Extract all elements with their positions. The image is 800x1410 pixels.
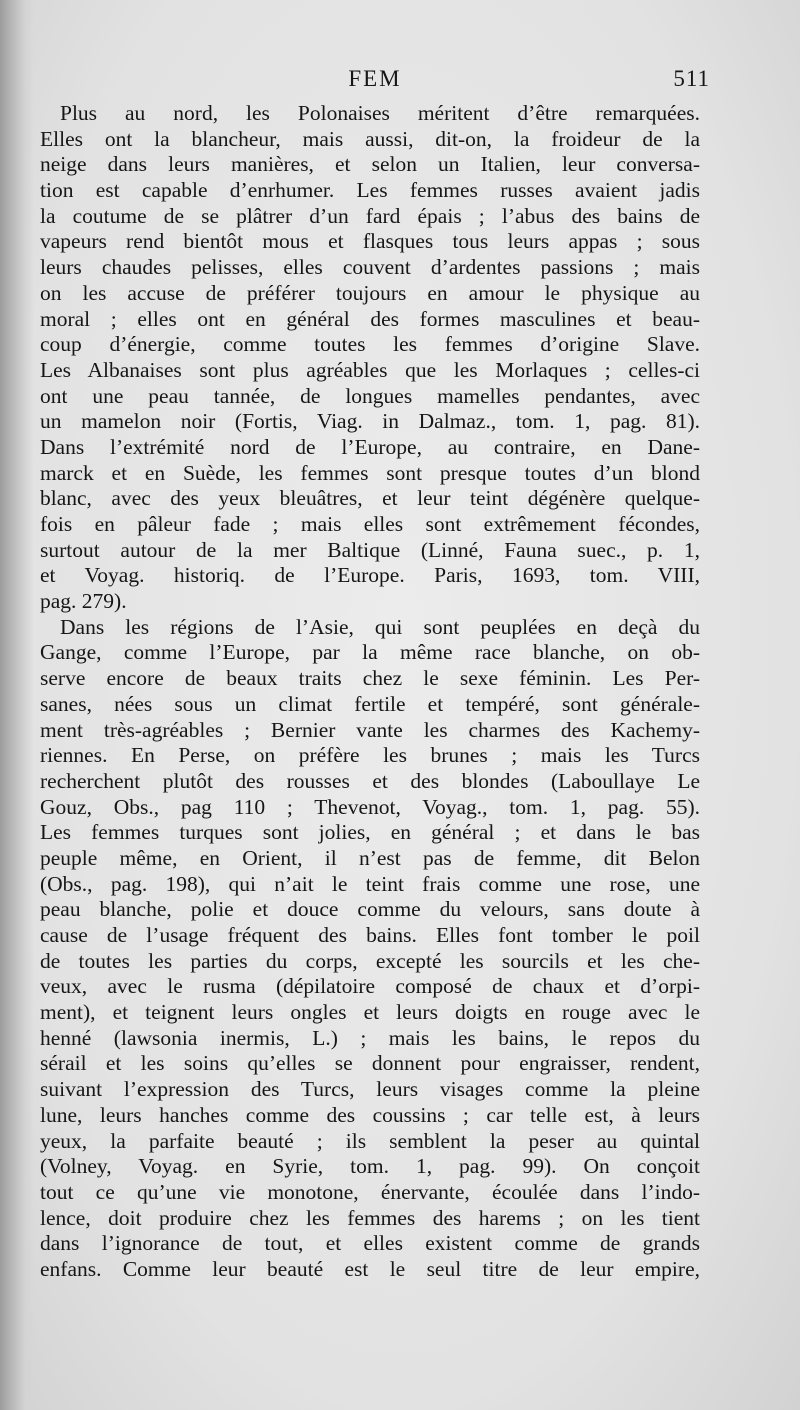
- text-line: riennes. En Perse, on préfère les brunes ; mais les Turcs: [40, 743, 700, 768]
- text-line: fois en pâleur fade ; mais elles sont extrêmement fécondes,: [40, 512, 700, 536]
- text-line: pag. 279).: [40, 589, 127, 614]
- text-line: enfans. Comme leur beauté est le seul titre de leur empire,: [40, 1256, 700, 1281]
- text-line: ont une peau tannée, de longues mamelles pendantes, avec: [40, 383, 700, 408]
- page-gutter-shadow: [0, 0, 34, 1410]
- running-head: FEM: [348, 66, 402, 91]
- text-line: Dans les régions de l’Asie, qui sont peuplées en deçà du: [60, 614, 700, 639]
- text-line: henné (lawsonia inermis, L.) ; mais les bains, le repos du: [40, 1025, 700, 1050]
- text-line: la coutume de se plâtrer d’un fard épais ; l’abus des bains de: [40, 203, 700, 228]
- text-line: veux, avec le rusma (dépilatoire composé de chaux et d’orpi-: [40, 974, 700, 999]
- text-line: neige dans leurs manières, et selon un Italien, leur conversa-: [40, 152, 700, 177]
- text-line: recherchent plutôt des rousses et des blondes (Laboullaye Le: [40, 768, 700, 793]
- text-line: tion est capable d’enrhumer. Les femmes russes avaient jadis: [40, 178, 700, 203]
- text-line: de toutes les parties du corps, excepté les sourcils et les che-: [40, 948, 700, 973]
- text-line: dans l’ignorance de tout, et elles existent comme de grands: [40, 1231, 700, 1256]
- text-line: serve encore de beaux traits chez le sexe féminin. Les Per-: [40, 666, 700, 691]
- text-line: surtout autour de la mer Baltique (Linné, Fauna suec., p. 1,: [40, 537, 700, 562]
- text-line: on les accuse de préférer toujours en amour le physique au: [40, 280, 700, 305]
- text-line: Gange, comme l’Europe, par la même race blanche, on ob-: [40, 640, 700, 665]
- text-line: Dans l’extrémité nord de l’Europe, au contraire, en Dane-: [40, 434, 700, 459]
- page-number: 511: [673, 66, 710, 91]
- text-line: Gouz, Obs., pag 110 ; Thevenot, Voyag., tom. 1, pag. 55).: [40, 794, 700, 819]
- text-line: yeux, la parfaite beauté ; ils semblent la peser au quintal: [40, 1128, 700, 1153]
- text-line: blanc, avec des yeux bleuâtres, et leur teint dégénère quelque-: [40, 486, 700, 511]
- body-text: [40, 101, 700, 1283]
- text-line: leurs chaudes pelisses, elles couvent d’ardentes passions ; mais: [40, 255, 700, 280]
- text-line: peau blanche, polie et douce comme du velours, sans doute à: [40, 897, 700, 922]
- text-line: vapeurs rend bientôt mous et flasques tous leurs appas ; sous: [40, 229, 700, 254]
- text-line: cause de l’usage fréquent des bains. Elles font tomber le poil: [40, 923, 700, 947]
- text-line: marck et en Suède, les femmes sont presque toutes d’un blond: [40, 460, 700, 485]
- text-line: (Obs., pag. 198), qui n’ait le teint frais comme une rose, une: [40, 871, 700, 896]
- text-line: suivant l’expression des Turcs, leurs visages comme la pleine: [40, 1077, 700, 1102]
- text-line: ment très-agréables ; Bernier vante les charmes des Kachemy-: [40, 717, 700, 742]
- text-line: ment), et teignent leurs ongles et leurs doigts en rouge avec le: [40, 1000, 700, 1025]
- text-line: sanes, nées sous un climat fertile et tempéré, sont générale-: [40, 691, 700, 716]
- text-line: Elles ont la blancheur, mais aussi, dit-on, la froideur de la: [40, 126, 700, 151]
- text-line: tout ce qu’une vie monotone, énervante, écoulée dans l’indo-: [40, 1179, 700, 1204]
- text-line: un mamelon noir (Fortis, Viag. in Dalmaz., tom. 1, pag. 81).: [40, 409, 700, 434]
- text-line: sérail et les soins qu’elles se donnent pour engraisser, rendent,: [40, 1051, 700, 1076]
- text-line: peuple même, en Orient, il n’est pas de femme, dit Belon: [40, 845, 700, 870]
- text-line: lune, leurs hanches comme des coussins ; car telle est, à leurs: [40, 1102, 700, 1127]
- text-line: coup d’énergie, comme toutes les femmes d’origine Slave.: [40, 332, 700, 357]
- text-line: et Voyag. historiq. de l’Europe. Paris, 1693, tom. VIII,: [40, 563, 700, 588]
- text-line: Les femmes turques sont jolies, en général ; et dans le bas: [40, 820, 700, 845]
- text-line: Les Albanaises sont plus agréables que les Morlaques ; celles-ci: [40, 357, 700, 382]
- text-line: (Volney, Voyag. en Syrie, tom. 1, pag. 99). On conçoit: [40, 1154, 700, 1179]
- text-line: lence, doit produire chez les femmes des harems ; on les tient: [40, 1205, 700, 1230]
- text-line: Plus au nord, les Polonaises méritent d’être remarquées.: [60, 101, 700, 125]
- page-header: [40, 66, 710, 98]
- text-line: moral ; elles ont en général des formes masculines et beau-: [40, 306, 700, 331]
